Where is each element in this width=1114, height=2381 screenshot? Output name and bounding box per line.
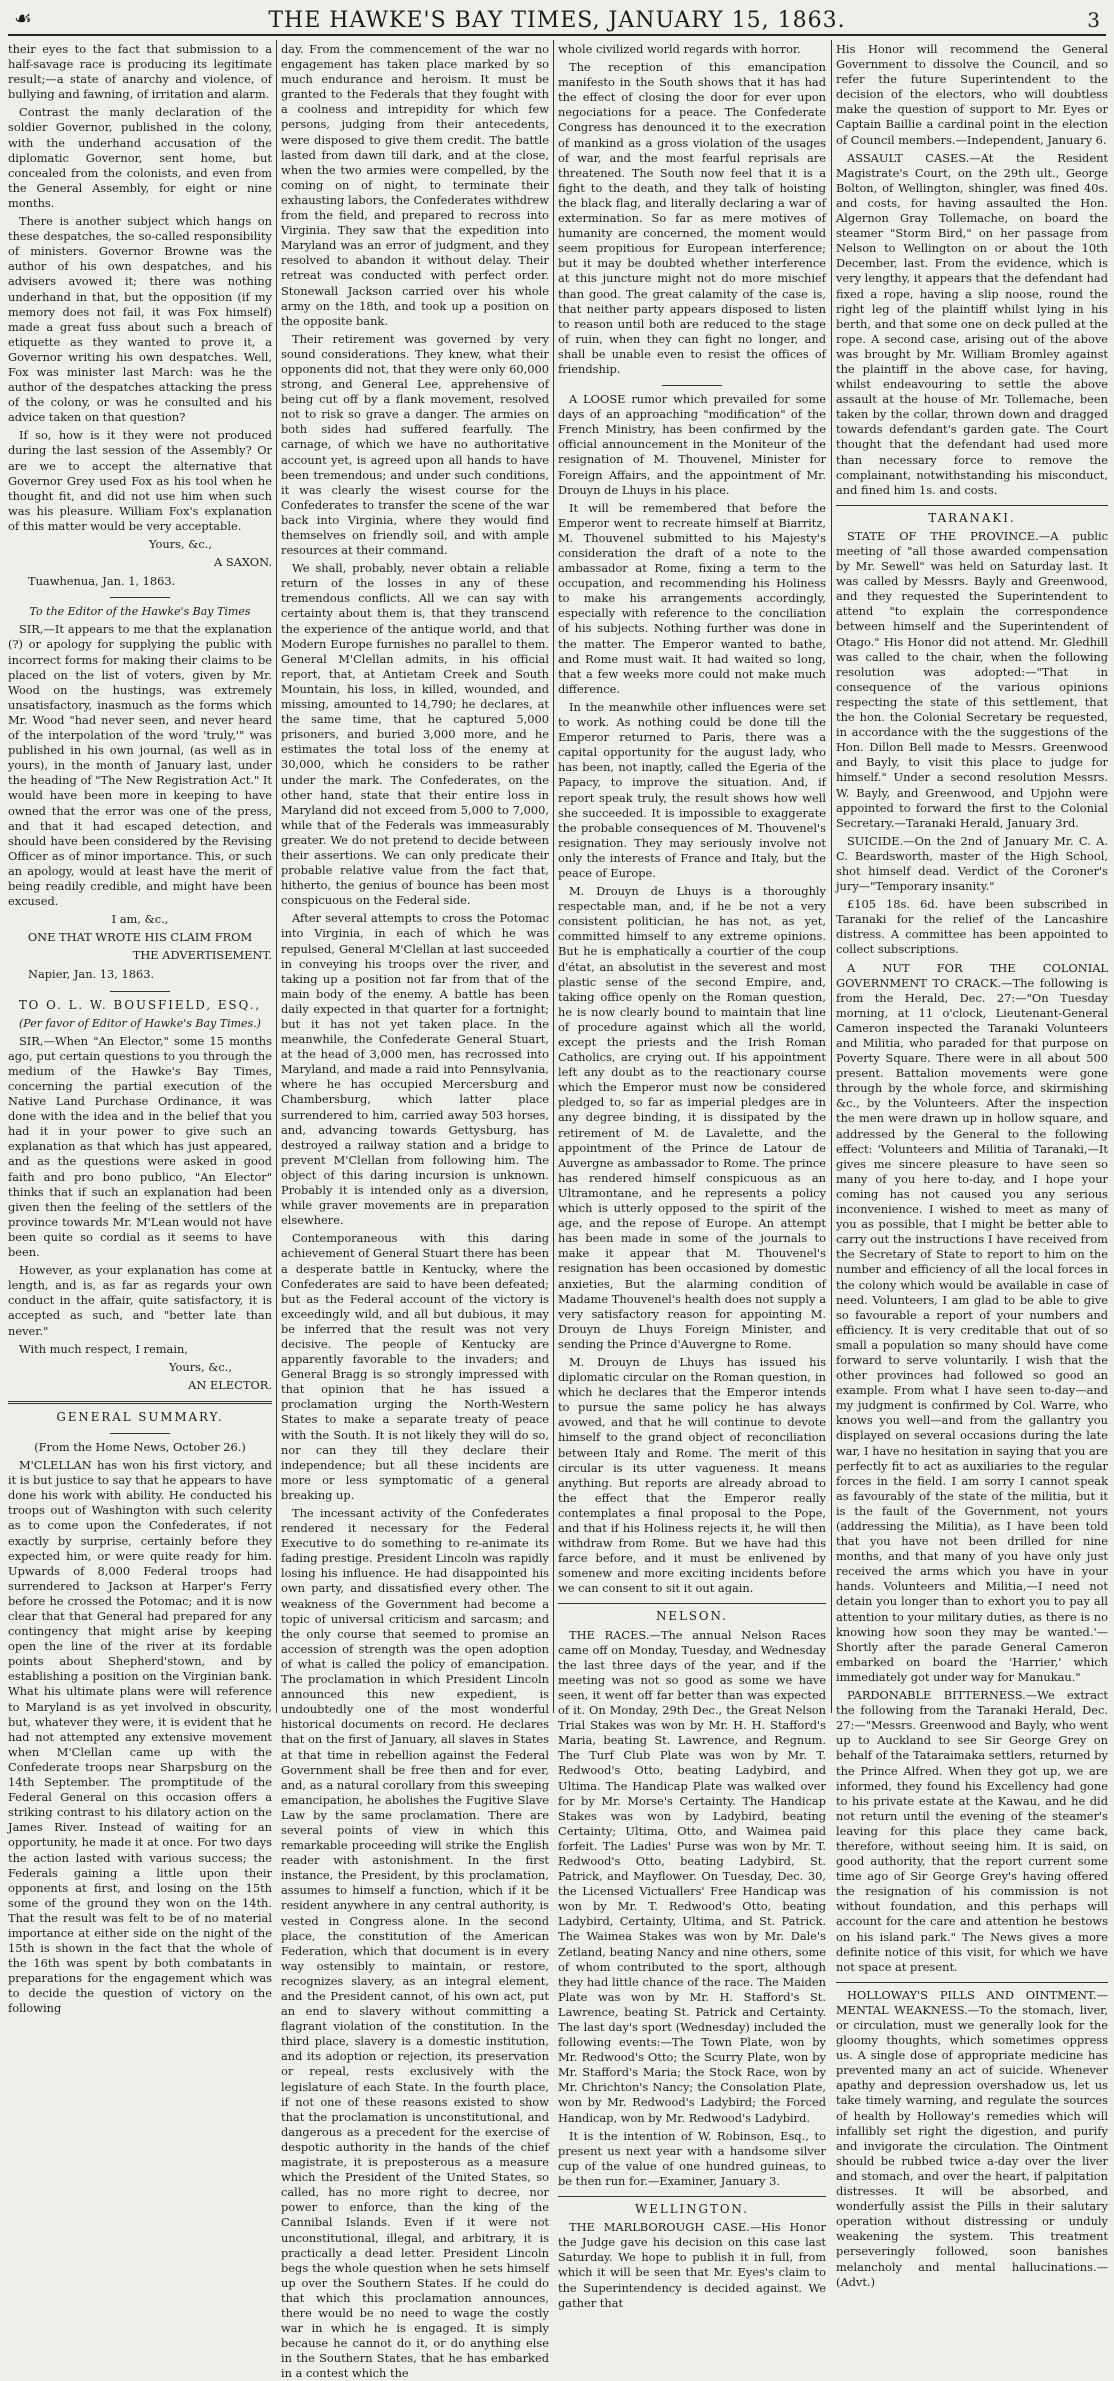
paragraph: M. Drouyn de Lhuys is a thoroughly respectable man, and, if he be not a very consistent politician, he has not, as yet, committed himself to any extreme opinions. But he is emphatically a courtier of the coup d'état, an absolutist in the severest and most plastic sense of the second Empire, and, taking office openly on the Roman question, he is now clearly bound to maintain that line of procedure against which all the world, except the priests and the Irish Roman Catholics, are crying out. If his appointment left any doubt as to the reactionary course which the Emperor must now be considered pledged to, so far as imperial pledges are in any degree binding, it is dissipated by the retirement of M. de Lavalette, and the appointment of the Prince de Latour de Auvergne as ambassador to Rome. The prince has rendered himself conspicuous as an Ultramontane, and he represents a policy which is utterly opposed to the spirit of the age, and the repose of Europe. An attempt has been made in some of the journals to make it appear that M. Thouvenel's resignation has been occasioned by domestic anxieties, But the alarming condition of Madame Thouvenel's health does not supply a very satisfactory reason for appointing M. Drouyn de Lhuys Foreign Minister, and sending the Prince d'Auvergne to Rome. [558,884,826,1351]
page-number: 3 [1087,8,1100,32]
divider [8,1401,272,1404]
paragraph: PARDONABLE BITTERNESS.—We extract the following from the Taranaki Herald, Dec. 27:—"Messrs. Greenwood and Bayly, who went up to Auckland to see Sir George Grey on behalf of the Tataraimaka settlers, returned by the Prince Alfred. When they got up, we are informed, they found his Excellency had gone to his private estate at the Kawau, and he did not return until the evening of the steamer's leaving for this place they came back, therefore, without seeing him. It is said, on good authority, that the report current some time ago of Sir George Grey's having offered the resignation of his commission is not without foundation, and this perhaps will account for the care and attention he bestows on his island park." The News gives a more definite notice of this visit, for which we have not space at present. [836,1688,1108,1974]
paragraph: M. Drouyn de Lhuys has issued his diplomatic circular on the Roman question, in which he declares that the Emperor intends to pursue the same policy he has always avowed, and that he will continue to devote himself to the grand object of reconciliation between Italy and Rome. The merit of this circular is its utter vagueness. It means anything. But reports are already abroad to the effect that the Emperor really contemplates a final proposal to the Pope, and that if his Holiness rejects it, he will then withdraw from Rome. But we have had this farce before, and it must be enlivened by somenew and more exciting incidents before we can consent to sit it out again. [558,1354,826,1596]
dateline: Napier, Jan. 13, 1863. [28,967,155,982]
newspaper-title: THE HAWKE'S BAY TIMES, JANUARY 15, 1863. [268,8,846,33]
divider [110,991,170,992]
paragraph: day. From the commencement of the war no engagement has taken place marked by so much endurance and heroism. It must be granted to the Federals that they fought with a coolness and intrepidity for which few persons, judging from their antecedents, were disposed to give them credit. The battle lasted from dawn till dark, and at the close, when the two armies were compelled, by the coming on of night, to terminate their exhausting labors, the Confederates withdrew from the field, and prepared to recross into Virginia. They saw that the expedition into Maryland was an error of judgment, and they resolved to abandon it without delay. Their retreat was conducted with perfect order. Stonewall Jackson carried over his whole army on the 18th, and took up a position on the opposite bank. [281,42,549,328]
paragraph: In the meanwhile other influences were set to work. As nothing could be done till the Emperor returned to Paris, there was a capital opportunity for the august lady, who has been, not inaptly, called the Egeria of the Papacy, to improve the situation. And, if report speak truly, the result shows how well she succeeded. It is impossible to exaggerate the probable consequences of M. Thouvenel's resignation. They may seriously involve not only the interests of France and Italy, but the peace of Europe. [558,699,826,880]
column-4 [836,42,1108,2289]
paragraph: After several attempts to cross the Potomac into Virginia, in each of which he was repulsed, General M'Clellan at last succeeded in conveying his troops over the river, and taking up a position not far from that of the main body of the enemy. A battle has been daily expected in that quarter for a fortnight; but it has not yet taken place. In the meanwhile, the Confederate General Stuart, at the head of 3,000 men, has recrossed into Maryland, and made a raid into Pennsylvania, where he has occupied Mercersburg and Chambersburg, which latter place surrendered to him, carried away 503 horses, and, advancing towards Gettysburg, has destroyed a railway station and a bridge to prevent M'Clellan from following him. The object of this daring incursion is unknown. Probably it is intended only as a diversion, while graver movements are in preparation elsewhere. [281,911,549,1228]
paragraph: There is another subject which hangs on these despatches, the so-called responsibility of ministers. Governor Browne was the author of his own despatches, and his advisers avowed it; there was nothing underhand in that, but the opposition (if my memory does not fail, it was Fox himself) made a great fuss about such a breach of etiquette as they wanted to prove it, a Governor writing his own despatches. Well, Fox was minister last March: was he the author of the despatches attacking the press of the colony, or was he consulted and his advice taken on that question? [8,214,272,425]
fleuron-icon: ☙ [14,6,32,30]
masthead [0,0,1114,34]
column-divider [831,40,832,1713]
source-note: (From the Home News, October 26.) [34,1439,246,1454]
section-heading: WELLINGTON. [635,2202,749,2217]
section-heading: GENERAL SUMMARY. [56,1409,224,1424]
divider [836,1982,1108,1983]
paragraph: His Honor will recommend the General Government to dissolve the Council, and so refer the future Superintendent to the decision of the electors, who will doubtless make the question of support to Mr. Eyes or Captain Baillie a cardinal point in the election of Council members.—Independent, January 6. [836,42,1108,147]
paragraph: THE RACES.—The annual Nelson Races came off on Monday, Tuesday, and Wednesday the last three days of the year, and if the meeting was not so good as some we have seen, it went off far better than was expected of it. On Monday, 29th Dec., the Great Nelson Trial Stakes was won by Mr. H. H. Stafford's Maria, beating St. Lawrence, and Regnum. The Turf Club Plate was won by Mr. T. Redwood's Otto, beating Ladybird, and Ultima. The Handicap Plate was walked over for by Mr. Morse's Certainty. The Handicap Stakes was won by Ladybird, beating Certainty; Ultima, Otto, and Waimea paid forfeit. The Ladies' Purse was won by Mr. T. Redwood's Otto, beating Ladybird, St. Patrick, and Mayflower. On Tuesday, Dec. 30, the Licensed Victuallers' Free Handicap was won by Mr. T. Redwood's Otto, beating Ladybird, Certainty, Ultima, and St. Patrick. The Waimea Stakes was won by Mr. Dale's Zetland, beating Nancy and nine others, some of whom contributed to the sport, although they had little chance of the race. The Maiden Plate was won by Mr. H. Stafford's St. Lawrence, beating St. Patrick and Certainty. The last day's sport (Wednesday) included the following events:—The Town Plate, won by Mr. Redwood's Otto; the Scurry Plate, won by Mr. Stafford's Maria; the Stock Race, won by Mr. Chrichton's Nancy; the Consolation Plate, won by Mr. Redwood's Ladybird; the Forced Handicap, won by Mr. Redwood's Ladybird. [558,1627,826,2125]
paragraph: However, as your explanation has come at length, and is, as far as regards your own conduct in the affair, quite satisfactory, it is accepted as such, and "better late than never." [8,1263,272,1338]
paragraph: Contrast the manly declaration of the soldier Governor, published in the colony, with the underhand accusation of the diplomatic Governor, sent home, but concealed from the colonists, and even from the General Assembly, for eight or nine months. [8,105,272,210]
paragraph: We shall, probably, never obtain a reliable return of the losses in any of these tremendous conflicts. All we can say with certainty about them is, that they transcend the experience of the antique world, and that Modern Europe furnishes no parallel to them. General M'Clellan admits, in his official report, that, at Antietam Creek and South Mountain, his loss, in killed, wounded, and missing, amounted to 14,790; he declares, at the same time, that he captured 5,000 prisoners, and buried 3,000 more, and he estimates the total loss of the enemy at 30,000, which he considers to be rather under the mark. The Confederates, on the other hand, state that their entire loss in Maryland did not exceed from 5,000 to 7,000, while that of the Federals was immeasurably greater. We do not pretend to decide between their assertions. We can only predicate their probable relative value from the fact that, hitherto, the genius of bounce has been most conspicuous on the Federal side. [281,561,549,908]
column-3 [558,42,826,2310]
signoff: Yours, &c., [148,537,212,551]
paragraph: Contemporaneous with this daring achievement of General Stuart there has been a desperate battle in Kentucky, where the Confederates are said to have been defeated; but as the Federal account of the victory is exceedingly wild, and all but dubious, it may be inferred that the result was not very decisive. The people of Kentucky are apparently favorable to the invaders; and General Bragg is so strongly impressed with that opinion that he has issued a proclamation urging the North-Western States to make a separate treaty of peace with the South. It is not likely they will do so, nor can they till they declare their independence; but all these incidents are more or less symptomatic of a general breaking up. [281,1231,549,1502]
paragraph: If so, how is it they were not produced during the last session of the Assembly? Or are we to accept the alternative that Governor Grey used Fox as his tool when he thought fit, and did not use him when such was his pleasure. William Fox's explanation of this matter would be very acceptable. [8,428,272,533]
letter-subheading: (Per favor of Editor of Hawke's Bay Times.) [19,1016,261,1030]
letter-heading: To the Editor of the Hawke's Bay Times [29,605,251,619]
paragraph: The incessant activity of the Confederates rendered it necessary for the Federal Executive to do something to re-animate its fading prestige. President Lincoln was rapidly losing his influence. He had disappointed his own party, and dissatisfied every other. The weakness of the Government had become a topic of universal criticism and sarcasm; and the only course that seemed to promise an accession of strength was the open adoption of what is called the policy of emancipation. The proclamation in which President Lincoln announced this new expedient, is undoubtedly one of the most wonderful historical documents on record. He declares that on the first of January, all slaves in States at that time in rebellion against the Federal Government shall be free then and for ever, and, as a natural corollary from this sweeping emancipation, he abolishes the Fugitive Slave Law by the same proclamation. There are several points of view in which this remarkable proceeding will strike the English reader with astonishment. In the first instance, the President, by this proclamation, assumes to himself a function, which if it be resident anywhere in any central authority, is vested in Congress alone. In the second place, the constitution of the American Federation, which that document is in every way ostensibly to maintain, or restore, recognizes slavery, as an integral element, and the President cannot, of his own act, put an end to slavery without committing a flagrant violation of the constitution. In the third place, slavery is a domestic institution, and its adoption or rejection, its preservation or repeal, rests exclusively with the legislature of each State. In the fourth place, if not one of these reasons existed to show that the proclamation is unconstitutional, and dangerous as a precedent for the exercise of despotic authority in the hands of the chief magistrate, it is preposterous as a measure which the President of the United States, so called, has no more right to decree, nor power to enforce, than the king of the Cannibal Islands. Even if it were not unconstitutional, illegal, and arbitrary, it is practically a dead letter. President Lincoln begs the whole question when he sets himself up over the Southern States. If he could do that which this proclamation announces, there would be no need to wage the costly war in which he is engaged. It is simply because he cannot do it, or do anything else in the Southern States, that he has embarked in a contest which the [281,1506,549,2381]
paragraph: The reception of this emancipation manifesto in the South shows that it has had the effect of closing the door for ever upon negociations for a peace. The Confederate Congress has denounced it to the execration of mankind as a gross violation of the usages of war, and the most fearful reprisals are threatened. The South now feel that it is a fight to the death, and they talk of hoisting the black flag, and literally declaring a war of extermination. So far as mere motives of humanity are concerned, the moment would seem propitious for European interference; but it may be doubted whether interference at this juncture might not do more mischief than good. The great calamity of the case is, that neither party appears disposed to listen to reason until both are reduced to the stage of ruin, when they can fight no longer, and shall be unable even to resist the offices of friendship. [558,60,826,376]
signoff: I am, &c., [111,912,169,927]
paragraph: £105 18s. 6d. have been subscribed in Taranaki for the relief of the Lancashire distress. A committee has been appointed to collect subscriptions. [836,897,1108,957]
dateline: Tuawhenua, Jan. 1, 1863. [28,574,176,589]
signature: AN ELECTOR. [188,1377,272,1392]
masthead-rule [8,34,1106,36]
signoff: Yours, &c., [168,1359,232,1374]
paragraph: whole civilized world regards with horror. [558,42,801,56]
paragraph: SUICIDE.—On the 2nd of January Mr. C. A. C. Beardsworth, master of the High School, shot himself dead. Verdict of the Coroner's jury—"Temporary insanity." [836,833,1108,894]
divider [110,1433,170,1434]
paragraph: ASSAULT CASES.—At the Resident Magistrate's Court, on the 29th ult., George Bolton, of Wellington, shingler, was fined 40s. and costs, for having assaulted the Hon. Algernon Gray Tollemache, on board the steamer "Storm Bird," on her passage from Nelson to Wellington on or about the 10th December, last. From the evidence, which is very lengthy, it appears that the defendant had fixed a rope, having a slip noose, round the right leg of the plaintiff whilst lying in his berth, and that some one on deck pulled at the rope. A second case, arising out of the above was brought by Mr. William Bromley against the plaintiff in the above case, for having, whilst endeavouring to settle the above assault at the house of Mr. Tollemache, been taken by the collar, thrown down and dragged towards defendant's garden gate. The Court thought that the defendant had used more than necessary force to remove the complainant, notwithstanding his misconduct, and fined him 1s. and costs. [836,150,1108,497]
divider [558,1603,826,1604]
column-divider [553,40,554,1713]
paragraph: their eyes to the fact that submission to a half-savage race is producing its legitimate result;—a state of anarchy and violence, of bullying and fawning, of irritation and alarm. [8,42,272,102]
paragraph: A NUT FOR THE COLONIAL GOVERNMENT TO CRACK.—The following is from the Herald, Dec. 27:—"On Tuesday morning, at 11 o'clock, Lieutenant-General Cameron inspected the Taranaki Volunteers and Militia, who paraded for that purpose on Poverty Square. There were in all about 500 present. Battalion movements were gone through by the whole force, and skirmishing &c., by the Volunteers. After the inspection the men were drawn up in hollow square, and addressed by the General to the following effect: 'Volunteers and Militia of Taranaki,—It gives me sincere pleasure to have seen so many of you here to-day, and I hope your coming has not caused you any serious inconvenience. I wished to meet as many of you as possible, that I might be better able to carry out the instructions I have received from the Secretary of State to report to him on the number and efficiency of all the local forces in the colony which would be available in case of need. Volunteers, I am glad to be able to give so favourable a report of your numbers and efficiency. It is very creditable that out of so small a population so many should have come forward to serve voluntarily. I wish that the other provinces had followed so good an example. From what I have seen to-day—and my judgment is confirmed by Col. Warre, who knows you well—and from the gallantry you displayed on several occasions during the late war, I have no hesitation in saying that you are perfectly fit to act as auxiliaries to the regular forces in the field. I am sorry I cannot speak as favourably of the state of the militia, but it is the fault of the Government, not yours (addressing the Militia), as I have been told that you have not been drilled for nine months, and that many of you have only just received the arms which you have in your hands. Volunteers and Militia,—I need not detain you longer than to exhort you to pay all attention to your military duties, as there is no knowing how soon they may be wanted.'—Shortly after the parade General Cameron embarked on board the 'Harrier,' which immediately got under way for Manukau." [836,960,1108,1684]
advertisement: HOLLOWAY'S PILLS AND OINTMENT.—MENTAL WEAKNESS.—To the stomach, liver, or circulation, must we generally look for the gloomy thoughts, which sometimes oppress us. A single dose of appropriate medicine has prevented many an act of suicide. Whenever apathy and depression overshadow us, let us take timely warning, and regulate the sources of health by Holloway's remedies which will infallibly set right the digestion, and purify and invigorate the circulation. The Ointment should be rubbed twice a-day over the liver and stomach, and over the heart, if palpitation distresses. It will be absorbed, and wonderfully assist the Pills in their salutary operation without distressing or unduly weakening the system. This treatment perseveringly followed, soon banishes melancholy and mental hallucinations.—(Advt.) [836,1987,1108,2289]
section-heading: NELSON. [656,1609,728,1624]
paragraph: SIR,—It appears to me that the explanation (?) or apology for supplying the public with incorrect forms for making their claims to be placed on the list of voters, given by Mr. Wood on the hustings, was extremely unsatisfactory, inasmuch as the forms which Mr. Wood "had never seen, and never heard of the interpolation of the word 'truly,'" was published in his own journal, (as well as in yours), in the month of January last, under the heading of "The New Registration Act." It would have been more in keeping to have owned that the error was one of the press, and that it had escaped detection, and should have been considered by the Revising Officer as of minor importance. This, or such an apology, would at least have the merit of being readily credible, and might have been excused. [8,622,272,909]
divider [110,597,170,598]
column-2 [281,42,549,2381]
signature: ONE THAT WROTE HIS CLAIM FROM [27,930,253,945]
paragraph: M'CLELLAN has won his first victory, and it is but justice to say that he appears to have done his work with ability. He conducted his troops out of Washington with such celerity as to come upon the Confederates, if not exactly by surprise, certainly before they expected him, or were quite ready for him. Upwards of 8,000 Federal troops had surrendered to Jackson at Harper's Ferry before he crossed the Potomac; and it is now clear that that General had prepared for any contingency that might arise by keeping open the line of the river at its fordable points about Shepherd'stown, and by establishing a position on the Virginian bank. What his ultimate plans were will reference to Maryland is as yet involved in obscurity, but, whatever they were, it is evident that he had not attempted any extensive movement when M'Clellan came up with the Confederate troops near Sharpsburg on the 14th September. The promptitude of the Federal General on this occasion offers a striking contrast to his dilatory action on the James River. Instead of waiting for an opportunity, he made it at once. For two days the action lasted with various success; the Federals gaining a little upon their opponents at first, and losing on the 15th some of the ground they won on the 14th. That the result was felt to be of no material importance at either side on the night of the 15th is shown in the fact that the whole of the 16th was spent by both combatants in preparations for the engagement which was to decide the question of victory on the following [8,1458,272,2016]
divider [836,505,1108,506]
signature: A SAXON. [214,555,272,570]
paragraph: THE MARLBOROUGH CASE.—His Honor the Judge gave his decision on this case last Saturday. We hope to publish it in full, from which it will be seen that Mr. Eyes's claim to the Superintendency is decided against. We gather that [558,2220,826,2310]
paragraph: STATE OF THE PROVINCE.—A public meeting of "all those awarded compensation by Mr. Sewell" was held on Saturday last. It was called by Messrs. Bayly and Greenwood, and they requested the Superintendent to attend "to explain the correspondence between himself and the Superintendent of Otago." His Honor did not attend. Mr. Gledhill was called to the chair, when the following resolution was adopted:—"That in consequence of the various opinions respecting the state of this settlement, that the hon. the Colonial Secretary be requested, in accordance with the the suggestions of the Hon. Dillon Bell made to Messrs. Greenwood and Bayly, to visit this place to judge for himself." Under a second resolution Messrs. W. Bayly, and Greenwood, and Upjohn were appointed to forward the first to the Colonial Secretary.—Taranaki Herald, January 3rd. [836,528,1108,830]
paragraph: Their retirement was governed by very sound considerations. They knew, what their opponents did not, that they were only 60,000 strong, and General Lee, apprehensive of being cut off by a flank movement, resolved not to risk so grave a danger. The armies on both sides had suffered fearfully. The carnage, of which we have no authoritative account yet, is agreed upon all hands to have been tremendous; and under such conditions, it was clearly the wisest course for the Confederates to transfer the scene of the war back into Virginia, where they would find themselves on friendly soil, and with ample resources at their command. [281,331,549,558]
column-1 [8,42,272,2016]
paragraph: It will be remembered that before the Emperor went to recreate himself at Biarritz, M. Thouvenel submitted to his Majesty's consideration the draft of a note to the ambassador at Rome, fixing a term to the occupation, and recommending his Holiness to make his arrangements accordingly, especially with reference to the conciliation of his subjects. Nothing further was done in the matter. The Emperor wanted to bathe, and Rome must wait. It had waited so long, that a few weeks more could not make much difference. [558,500,826,696]
paragraph: It is the intention of W. Robinson, Esq., to present us next year with a handsome silver cup of the value of one hundred guineas, to be then run for.—Examiner, January 3. [558,2128,826,2188]
column-divider [276,40,277,1713]
section-heading: TARANAKI. [928,510,1016,525]
letter-heading: TO O. L. W. BOUSFIELD, ESQ., [18,997,262,1012]
paragraph: SIR,—When "An Elector," some 15 months ago, put certain questions to you through the medium of the Hawke's Bay Times, concerning the partial execution of the Native Land Purchase Ordinance, it was done with the idea and in the belief that you had it in your power to give such an explanation as that which has just appeared, and as the questions were asked in good faith and pro bono publico, "An Elector" thinks that if such an explanation had been given then the feeling of the settlers of the province towards Mr. M'Lean would not have been quite so cordial as it seems to have been. [8,1033,272,1260]
divider [558,2196,826,2197]
paragraph: A LOOSE rumor which prevailed for some days of an approaching "modification" of the French Ministry, has been confirmed by the official announcement in the Moniteur of the resignation of M. Thouvenel, Minister for Foreign Affairs, and the appointment of Mr. Drouyn de Lhuys in his place. [558,392,826,497]
signature: THE ADVERTISEMENT. [132,948,272,963]
signoff: With much respect, I remain, [19,1341,188,1356]
divider [662,385,722,386]
